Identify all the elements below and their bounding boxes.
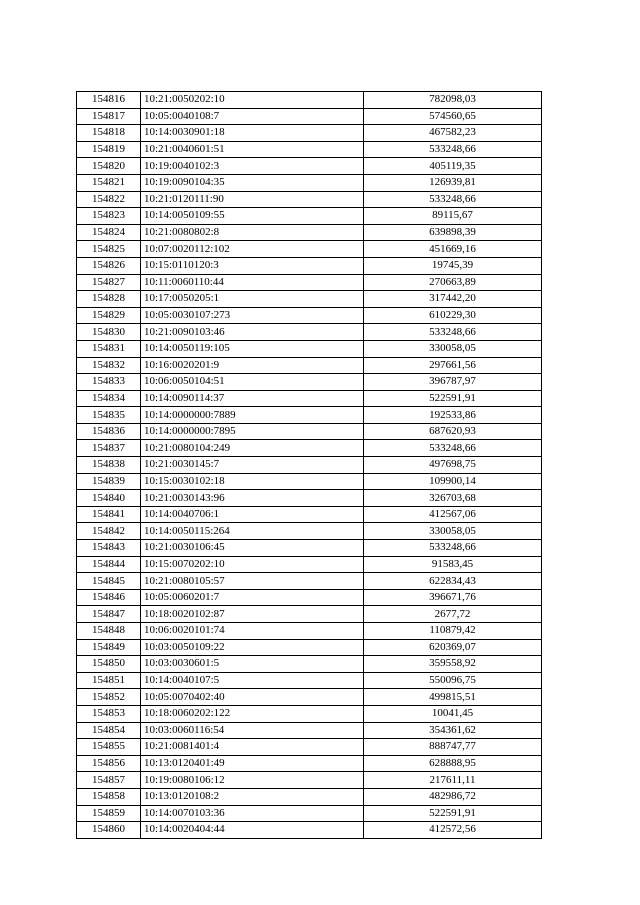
table-row xyxy=(77,540,542,557)
amount-cell: 330058,05 xyxy=(364,523,542,540)
amount-cell: 620369,07 xyxy=(364,639,542,656)
cadastral-number-cell: 10:14:0020404:44 xyxy=(141,822,364,839)
cadastral-number-cell: 10:21:0040601:51 xyxy=(141,141,364,158)
table-row xyxy=(77,440,542,457)
table-row xyxy=(77,788,542,805)
row-number-cell: 154818 xyxy=(77,125,141,142)
cadastral-number-cell: 10:11:0060110:44 xyxy=(141,274,364,291)
amount-cell: 687620,93 xyxy=(364,423,542,440)
cadastral-number-cell: 10:14:0040706:1 xyxy=(141,506,364,523)
cadastral-number-cell: 10:03:0060116:54 xyxy=(141,722,364,739)
table-row xyxy=(77,606,542,623)
amount-cell: 91583,45 xyxy=(364,556,542,573)
cadastral-number-cell: 10:13:0120401:49 xyxy=(141,755,364,772)
row-number-cell: 154833 xyxy=(77,374,141,391)
row-number-cell: 154854 xyxy=(77,722,141,739)
row-number-cell: 154836 xyxy=(77,423,141,440)
cadastral-number-cell: 10:05:0040108:7 xyxy=(141,108,364,125)
table-row xyxy=(77,208,542,225)
table-body xyxy=(77,92,542,839)
row-number-cell: 154832 xyxy=(77,357,141,374)
amount-cell: 396671,76 xyxy=(364,589,542,606)
row-number-cell: 154817 xyxy=(77,108,141,125)
row-number-cell: 154853 xyxy=(77,705,141,722)
table-row xyxy=(77,324,542,341)
amount-cell: 497698,75 xyxy=(364,457,542,474)
row-number-cell: 154829 xyxy=(77,307,141,324)
row-number-cell: 154843 xyxy=(77,540,141,557)
table-row xyxy=(77,739,542,756)
row-number-cell: 154858 xyxy=(77,788,141,805)
cadastral-number-cell: 10:21:0081401:4 xyxy=(141,739,364,756)
row-number-cell: 154851 xyxy=(77,672,141,689)
table-row xyxy=(77,506,542,523)
table-row xyxy=(77,523,542,540)
cadastral-number-cell: 10:03:0050109:22 xyxy=(141,639,364,656)
table-row xyxy=(77,473,542,490)
amount-cell: 110879,42 xyxy=(364,623,542,640)
table-row xyxy=(77,407,542,424)
amount-cell: 109900,14 xyxy=(364,473,542,490)
amount-cell: 574560,65 xyxy=(364,108,542,125)
table-row xyxy=(77,589,542,606)
amount-cell: 217611,11 xyxy=(364,772,542,789)
table-row xyxy=(77,689,542,706)
amount-cell: 533248,66 xyxy=(364,440,542,457)
amount-cell: 326703,68 xyxy=(364,490,542,507)
table-row xyxy=(77,374,542,391)
row-number-cell: 154827 xyxy=(77,274,141,291)
table-row xyxy=(77,257,542,274)
amount-cell: 550096,75 xyxy=(364,672,542,689)
amount-cell: 359558,92 xyxy=(364,656,542,673)
row-number-cell: 154841 xyxy=(77,506,141,523)
cadastral-number-cell: 10:14:0000000:7895 xyxy=(141,423,364,440)
row-number-cell: 154844 xyxy=(77,556,141,573)
amount-cell: 533248,66 xyxy=(364,324,542,341)
cadastral-number-cell: 10:14:0090114:37 xyxy=(141,390,364,407)
row-number-cell: 154860 xyxy=(77,822,141,839)
cadastral-number-cell: 10:05:0030107:273 xyxy=(141,307,364,324)
cadastral-number-cell: 10:21:0030143:96 xyxy=(141,490,364,507)
amount-cell: 533248,66 xyxy=(364,191,542,208)
cadastral-number-cell: 10:21:0080104:249 xyxy=(141,440,364,457)
table-row xyxy=(77,191,542,208)
row-number-cell: 154820 xyxy=(77,158,141,175)
table-row xyxy=(77,141,542,158)
table-row xyxy=(77,357,542,374)
row-number-cell: 154847 xyxy=(77,606,141,623)
cadastral-number-cell: 10:15:0110120:3 xyxy=(141,257,364,274)
table-row xyxy=(77,108,542,125)
table-row xyxy=(77,573,542,590)
cadastral-number-cell: 10:18:0020102:87 xyxy=(141,606,364,623)
cadastral-number-cell: 10:21:0050202:10 xyxy=(141,92,364,109)
amount-cell: 451669,16 xyxy=(364,241,542,258)
amount-cell: 888747,77 xyxy=(364,739,542,756)
cadastral-number-cell: 10:21:0090103:46 xyxy=(141,324,364,341)
row-number-cell: 154828 xyxy=(77,291,141,308)
table-row xyxy=(77,340,542,357)
cadastral-number-cell: 10:14:0000000:7889 xyxy=(141,407,364,424)
cadastral-number-cell: 10:21:0080802:8 xyxy=(141,224,364,241)
table-row xyxy=(77,656,542,673)
cadastral-number-cell: 10:14:0050119:105 xyxy=(141,340,364,357)
cadastral-number-cell: 10:14:0050109:55 xyxy=(141,208,364,225)
row-number-cell: 154831 xyxy=(77,340,141,357)
row-number-cell: 154848 xyxy=(77,623,141,640)
table-row xyxy=(77,623,542,640)
row-number-cell: 154822 xyxy=(77,191,141,208)
amount-cell: 2677,72 xyxy=(364,606,542,623)
row-number-cell: 154852 xyxy=(77,689,141,706)
cadastral-number-cell: 10:16:0020201:9 xyxy=(141,357,364,374)
amount-cell: 330058,05 xyxy=(364,340,542,357)
table-row xyxy=(77,224,542,241)
amount-cell: 639898,39 xyxy=(364,224,542,241)
cadastral-number-cell: 10:21:0120111:90 xyxy=(141,191,364,208)
table-row xyxy=(77,291,542,308)
amount-cell: 19745,39 xyxy=(364,257,542,274)
cadastral-number-cell: 10:21:0080105:57 xyxy=(141,573,364,590)
row-number-cell: 154830 xyxy=(77,324,141,341)
table-row xyxy=(77,772,542,789)
cadastral-number-cell: 10:05:0070402:40 xyxy=(141,689,364,706)
amount-cell: 354361,62 xyxy=(364,722,542,739)
cadastral-number-cell: 10:21:0030106:45 xyxy=(141,540,364,557)
row-number-cell: 154855 xyxy=(77,739,141,756)
table-row xyxy=(77,92,542,109)
cadastral-number-cell: 10:14:0030901:18 xyxy=(141,125,364,142)
cadastral-number-cell: 10:19:0080106:12 xyxy=(141,772,364,789)
table-row xyxy=(77,423,542,440)
cadastral-value-table xyxy=(76,91,542,839)
row-number-cell: 154837 xyxy=(77,440,141,457)
table-row xyxy=(77,755,542,772)
table-row xyxy=(77,822,542,839)
cadastral-number-cell: 10:14:0070103:36 xyxy=(141,805,364,822)
amount-cell: 467582,23 xyxy=(364,125,542,142)
amount-cell: 482986,72 xyxy=(364,788,542,805)
table-row xyxy=(77,158,542,175)
cadastral-number-cell: 10:18:0060202:122 xyxy=(141,705,364,722)
table-row xyxy=(77,125,542,142)
table-row xyxy=(77,805,542,822)
amount-cell: 499815,51 xyxy=(364,689,542,706)
amount-cell: 412567,06 xyxy=(364,506,542,523)
amount-cell: 192533,86 xyxy=(364,407,542,424)
table-row xyxy=(77,241,542,258)
row-number-cell: 154821 xyxy=(77,174,141,191)
cadastral-number-cell: 10:06:0050104:51 xyxy=(141,374,364,391)
row-number-cell: 154859 xyxy=(77,805,141,822)
amount-cell: 126939,81 xyxy=(364,174,542,191)
row-number-cell: 154835 xyxy=(77,407,141,424)
row-number-cell: 154846 xyxy=(77,589,141,606)
amount-cell: 522591,91 xyxy=(364,390,542,407)
row-number-cell: 154824 xyxy=(77,224,141,241)
amount-cell: 405119,35 xyxy=(364,158,542,175)
row-number-cell: 154850 xyxy=(77,656,141,673)
table-row xyxy=(77,672,542,689)
amount-cell: 412572,56 xyxy=(364,822,542,839)
row-number-cell: 154849 xyxy=(77,639,141,656)
table-row xyxy=(77,307,542,324)
row-number-cell: 154840 xyxy=(77,490,141,507)
cadastral-number-cell: 10:14:0040107:5 xyxy=(141,672,364,689)
amount-cell: 610229,30 xyxy=(364,307,542,324)
cadastral-number-cell: 10:13:0120108:2 xyxy=(141,788,364,805)
cadastral-number-cell: 10:07:0020112:102 xyxy=(141,241,364,258)
row-number-cell: 154857 xyxy=(77,772,141,789)
table-row xyxy=(77,457,542,474)
amount-cell: 622834,43 xyxy=(364,573,542,590)
cadastral-number-cell: 10:15:0030102:18 xyxy=(141,473,364,490)
row-number-cell: 154826 xyxy=(77,257,141,274)
amount-cell: 89115,67 xyxy=(364,208,542,225)
table-row xyxy=(77,556,542,573)
amount-cell: 297661,56 xyxy=(364,357,542,374)
table-row xyxy=(77,639,542,656)
row-number-cell: 154816 xyxy=(77,92,141,109)
row-number-cell: 154839 xyxy=(77,473,141,490)
row-number-cell: 154819 xyxy=(77,141,141,158)
amount-cell: 533248,66 xyxy=(364,540,542,557)
amount-cell: 522591,91 xyxy=(364,805,542,822)
table-row xyxy=(77,705,542,722)
table-row xyxy=(77,722,542,739)
cadastral-number-cell: 10:06:0020101:74 xyxy=(141,623,364,640)
amount-cell: 396787,97 xyxy=(364,374,542,391)
cadastral-number-cell: 10:05:0060201:7 xyxy=(141,589,364,606)
table-row xyxy=(77,390,542,407)
amount-cell: 317442,20 xyxy=(364,291,542,308)
cadastral-number-cell: 10:19:0040102:3 xyxy=(141,158,364,175)
row-number-cell: 154838 xyxy=(77,457,141,474)
cadastral-number-cell: 10:19:0090104:35 xyxy=(141,174,364,191)
row-number-cell: 154825 xyxy=(77,241,141,258)
row-number-cell: 154823 xyxy=(77,208,141,225)
cadastral-number-cell: 10:14:0050115:264 xyxy=(141,523,364,540)
row-number-cell: 154834 xyxy=(77,390,141,407)
cadastral-number-cell: 10:17:0050205:1 xyxy=(141,291,364,308)
cadastral-number-cell: 10:21:0030145:7 xyxy=(141,457,364,474)
cadastral-number-cell: 10:03:0030601:5 xyxy=(141,656,364,673)
amount-cell: 628888,95 xyxy=(364,755,542,772)
amount-cell: 270663,89 xyxy=(364,274,542,291)
amount-cell: 10041,45 xyxy=(364,705,542,722)
table-row xyxy=(77,490,542,507)
row-number-cell: 154842 xyxy=(77,523,141,540)
row-number-cell: 154845 xyxy=(77,573,141,590)
table-row xyxy=(77,274,542,291)
cadastral-number-cell: 10:15:0070202:10 xyxy=(141,556,364,573)
table-row xyxy=(77,174,542,191)
row-number-cell: 154856 xyxy=(77,755,141,772)
amount-cell: 533248,66 xyxy=(364,141,542,158)
amount-cell: 782098,03 xyxy=(364,92,542,109)
